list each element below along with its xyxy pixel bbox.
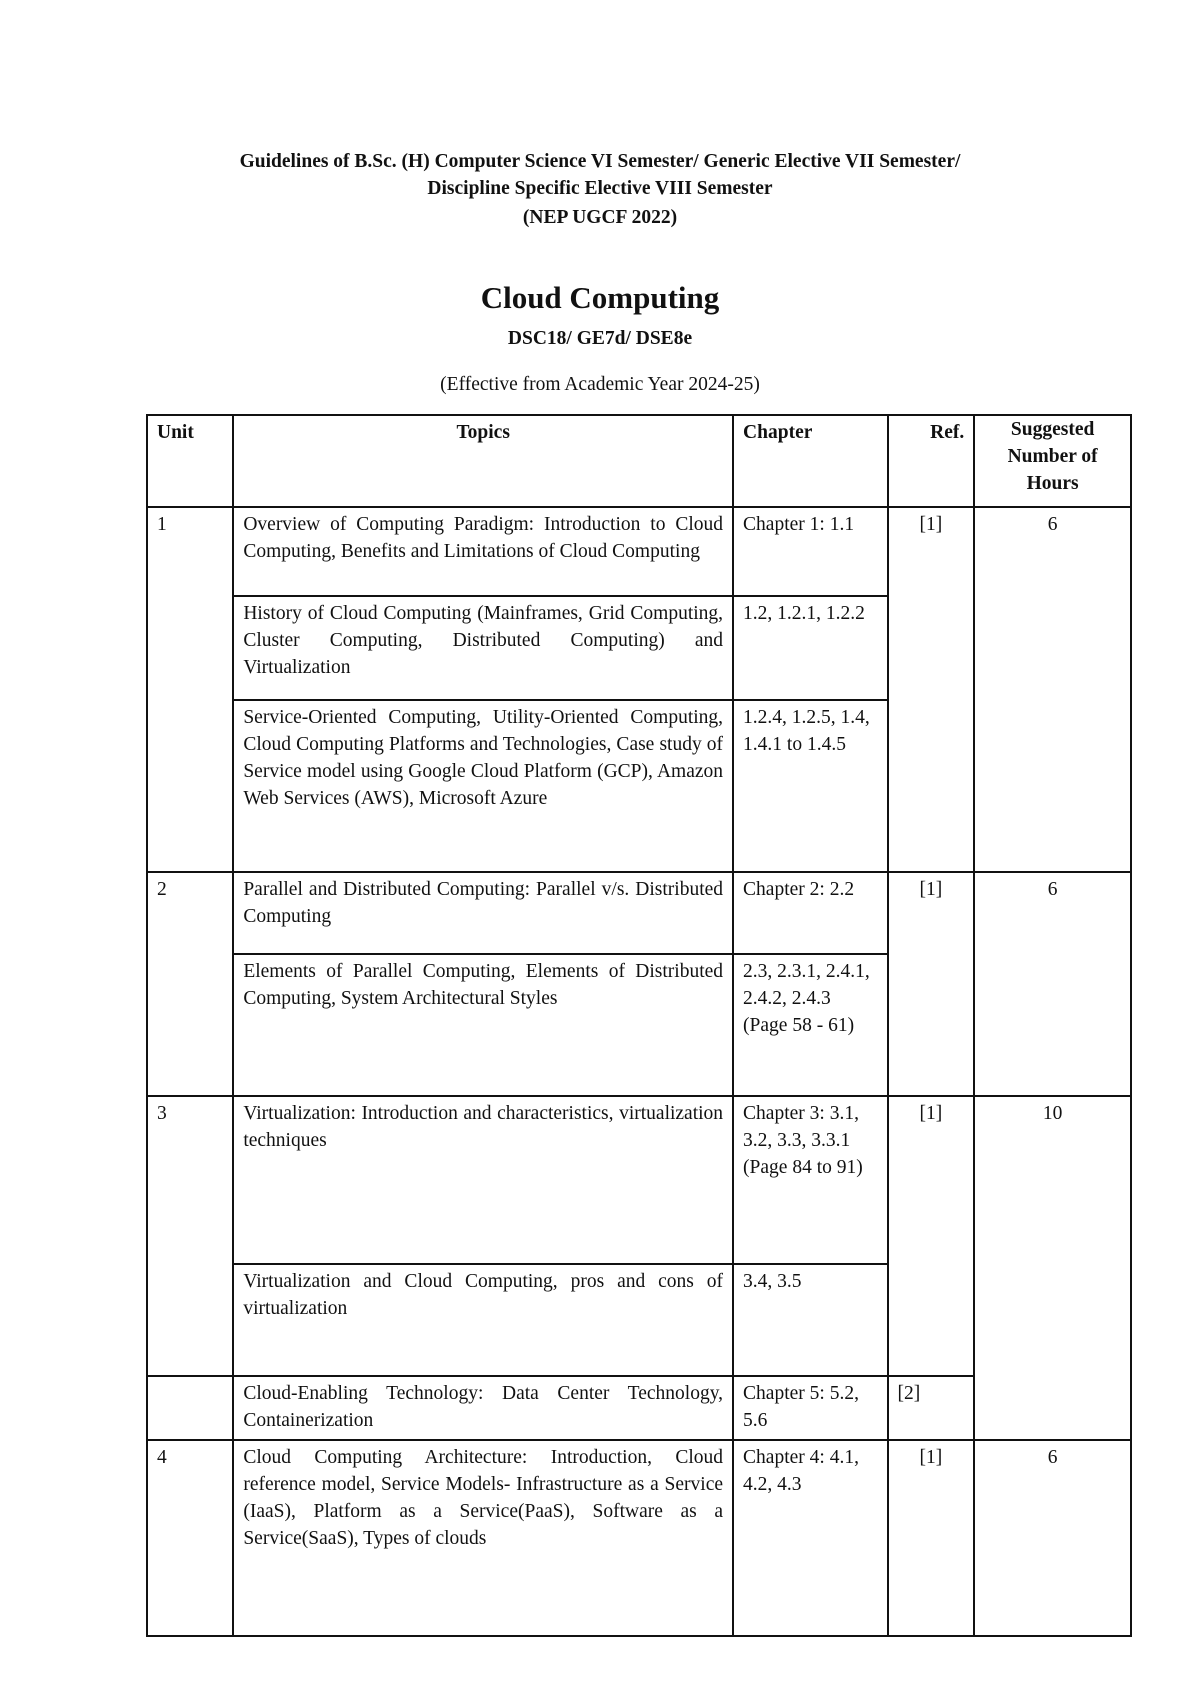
unit-cell: 4 — [147, 1440, 233, 1636]
topic-cell: Virtualization and Cloud Computing, pros and cons of virtualization — [233, 1264, 733, 1376]
chapter-cell: 2.3, 2.3.1, 2.4.1, 2.4.2, 2.4.3 (Page 58 - 61) — [733, 954, 887, 1096]
header-unit: Unit — [147, 415, 233, 507]
document-heading — [0, 148, 1200, 202]
topic-cell: Service-Oriented Computing, Utility-Oriented Computing, Cloud Computing Platforms and Technologies, Case study of Service model using Google Cloud Platform (GCP), Amazon Web Services (AWS), Microsoft Azure — [233, 700, 733, 872]
table-row — [147, 872, 1131, 954]
unit-cell: 3 — [147, 1096, 233, 1376]
ref-cell: [1] — [888, 872, 975, 1096]
guidelines-line-1: Guidelines of B.Sc. (H) Computer Science VI Semester/ Generic Elective VII Semester/ — [239, 151, 961, 172]
chapter-cell: Chapter 5: 5.2, 5.6 — [733, 1376, 887, 1440]
chapter-cell: Chapter 4: 4.1, 4.2, 4.3 — [733, 1440, 887, 1636]
topic-cell: Cloud Computing Architecture: Introduction, Cloud reference model, Service Models- Infrastructure as a Service (IaaS), Platform as a Service(PaaS), Software as a Service(SaaS), Types of clouds — [233, 1440, 733, 1636]
hours-cell: 6 — [974, 507, 1131, 872]
ref-cell: [1] — [888, 1096, 975, 1376]
chapter-cell: 1.2.4, 1.2.5, 1.4, 1.4.1 to 1.4.5 — [733, 700, 887, 872]
course-title: Cloud Computing — [480, 280, 720, 315]
topic-cell: Elements of Parallel Computing, Elements of Distributed Computing, System Architectural Styles — [233, 954, 733, 1096]
unit-cell: 2 — [147, 872, 233, 1096]
hours-cell: 10 — [974, 1096, 1131, 1440]
hours-cell: 6 — [974, 1440, 1131, 1636]
ref-cell: [1] — [888, 1440, 975, 1636]
chapter-cell: Chapter 2: 2.2 — [733, 872, 887, 954]
unit-cell: 1 — [147, 507, 233, 872]
chapter-cell: 1.2, 1.2.1, 1.2.2 — [733, 596, 887, 700]
nep-label: (NEP UGCF 2022) — [522, 207, 678, 228]
ref-cell: [2] — [888, 1376, 975, 1440]
ref-cell: [1] — [888, 507, 975, 872]
guidelines-line-2: Discipline Specific Elective VIII Semester — [427, 178, 773, 199]
header-hours: Suggested Number of Hours — [974, 415, 1131, 507]
table-row — [147, 1096, 1131, 1264]
unit-cell — [147, 1376, 233, 1440]
topic-cell: Overview of Computing Paradigm: Introduction to Cloud Computing, Benefits and Limitations of Cloud Computing — [233, 507, 733, 596]
table-header-row — [147, 415, 1131, 507]
topic-cell: Cloud-Enabling Technology: Data Center Technology, Containerization — [233, 1376, 733, 1440]
chapter-cell: 3.4, 3.5 — [733, 1264, 887, 1376]
topic-cell: Parallel and Distributed Computing: Parallel v/s. Distributed Computing — [233, 872, 733, 954]
chapter-cell: Chapter 1: 1.1 — [733, 507, 887, 596]
table-row — [147, 1440, 1131, 1636]
course-codes: DSC18/ GE7d/ DSE8e — [507, 328, 693, 349]
table-row — [147, 507, 1131, 596]
chapter-cell: Chapter 3: 3.1, 3.2, 3.3, 3.3.1 (Page 84 to 91) — [733, 1096, 887, 1264]
hours-cell: 6 — [974, 872, 1131, 1096]
effective-note: (Effective from Academic Year 2024-25) — [440, 374, 760, 395]
header-chapter: Chapter — [733, 415, 887, 507]
header-ref: Ref. — [888, 415, 975, 507]
header-topics: Topics — [233, 415, 733, 507]
topic-cell: History of Cloud Computing (Mainframes, Grid Computing, Cluster Computing, Distributed Computing) and Virtualization — [233, 596, 733, 700]
topic-cell: Virtualization: Introduction and characteristics, virtualization techniques — [233, 1096, 733, 1264]
syllabus-table — [146, 414, 1132, 1637]
